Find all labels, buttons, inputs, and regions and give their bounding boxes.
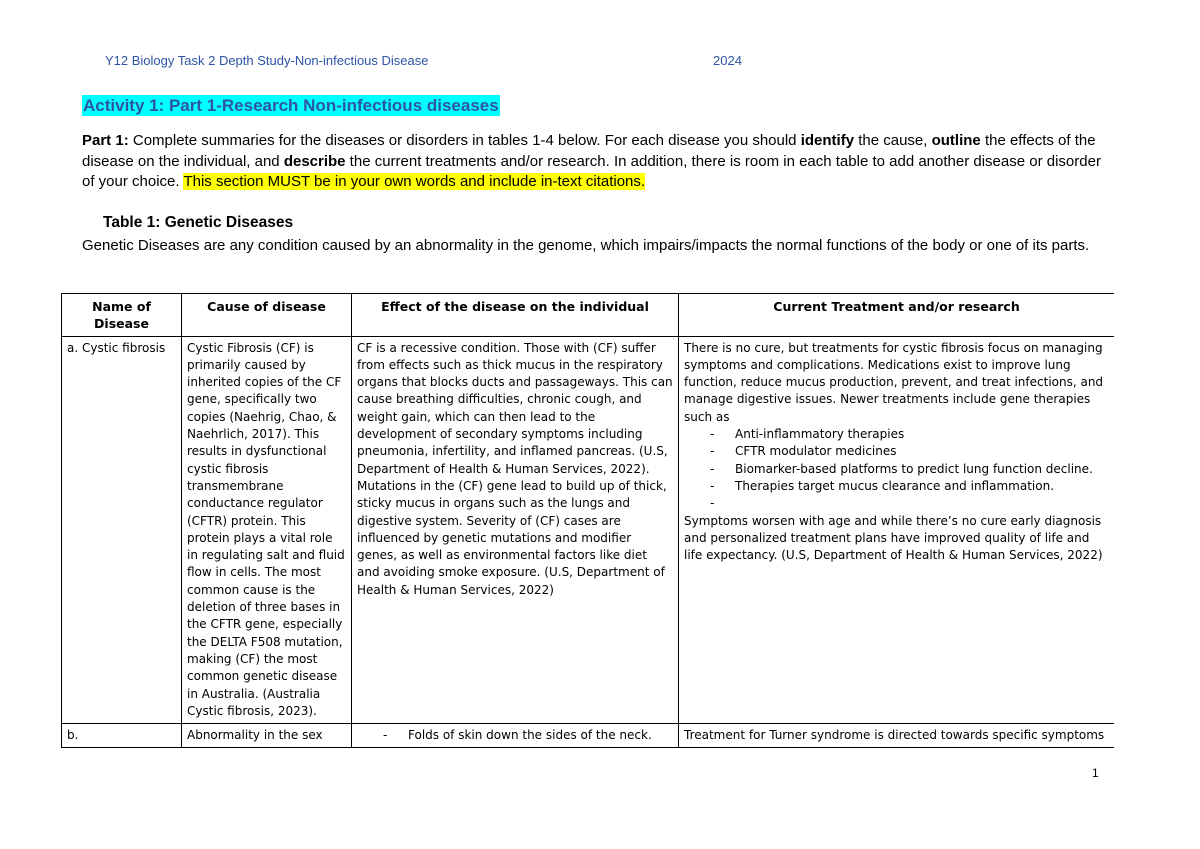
page-number: 1 bbox=[1092, 766, 1099, 780]
disease-effect-cell[interactable] bbox=[352, 724, 679, 748]
list-item bbox=[710, 495, 1109, 512]
disease-effect-cell[interactable]: CF is a recessive condition. Those with (CF) suffer from effects such as thick mucus in the respiratory organs that blocks ducts and passageways. This can cause breathing difficulties, chronic cough, and weight gain, which can then lead to the development of secondary symptoms including pneumonia, infertility, and inflamed pancreas. (U.S, Department of Health & Human Services, 2022). Mutations in the (CF) gene lead to build up of thick, sticky mucus in organs such as the lungs and digestive system. Severity of (CF) cases are influenced by genetic mutations and modifier genes, as well as environmental factors like diet and avoiding smoke exposure. (U.S, Department of Health & Human Services, 2022) bbox=[352, 336, 679, 724]
treatment-intro: There is no cure, but treatments for cystic fibrosis focus on managing symptoms and complications. Medications exist to improve lung function, reduce mucus production, prevent, and treat infections, and manage digestive issues. Newer treatments include gene therapies such as bbox=[684, 340, 1104, 424]
list-item: - Biomarker-based platforms to predict lung function decline. bbox=[710, 461, 1109, 478]
disease-treatment-cell[interactable] bbox=[679, 336, 1115, 724]
treatment-outro: Symptoms worsen with age and while there’s no cure early diagnosis and personalized treatment plans have improved quality of life and life expectancy. (U.S, Department of Health & Human Services, 2022) bbox=[684, 513, 1103, 563]
disease-treatment-cell[interactable]: Treatment for Turner syndrome is directed towards specific symptoms bbox=[679, 724, 1115, 748]
list-item: - CFTR modulator medicines bbox=[710, 443, 1109, 460]
header-name-of-disease: Name of Disease bbox=[62, 294, 182, 337]
intro-text-4: the current treatments and/or research. In addition, there is room in each table to add another disease or disorder of your choice. bbox=[82, 152, 1101, 190]
disease-name-cell[interactable]: b. bbox=[62, 724, 182, 748]
document-header-year: 2024 bbox=[713, 53, 742, 68]
table-row bbox=[62, 724, 1115, 748]
list-item: - Anti-inflammatory therapies bbox=[710, 426, 1109, 443]
treatment-list bbox=[684, 426, 1109, 512]
genetic-diseases-table-container bbox=[61, 293, 1114, 756]
genetic-diseases-description: Genetic Diseases are any condition caused by an abnormality in the genome, which impairs/impacts the normal functions of the body or one of its parts. bbox=[82, 237, 1090, 254]
document-header-title: Y12 Biology Task 2 Depth Study-Non-infectious Disease bbox=[105, 53, 429, 68]
intro-text-3: the effects of the disease on the individual, and bbox=[82, 132, 1096, 170]
disease-cause-cell[interactable]: Abnormality in the sex bbox=[182, 724, 352, 748]
intro-text-1: Complete summaries for the diseases or disorders in tables 1-4 below. For each disease you should bbox=[128, 132, 801, 149]
intro-identify: identify bbox=[800, 132, 855, 149]
table-row bbox=[62, 336, 1115, 724]
list-item: - Folds of skin down the sides of the neck. bbox=[383, 727, 673, 744]
header-effect-on-individual: Effect of the disease on the individual bbox=[352, 294, 679, 337]
activity-title: Activity 1: Part 1-Research Non-infectious diseases bbox=[83, 96, 499, 115]
list-item: - Therapies target mucus clearance and inflammation. bbox=[710, 478, 1109, 495]
header-current-treatment: Current Treatment and/or research bbox=[679, 294, 1115, 337]
intro-outline: outline bbox=[931, 132, 981, 149]
disease-cause-cell[interactable]: Cystic Fibrosis (CF) is primarily caused by inherited copies of the CF gene, specifically two copies (Naehrig, Chao, & Naehrlich, 2017). This results in dysfunctional cystic fibrosis transmembrane conductance regulator (CFTR) protein. This protein plays a vital role in regulating salt and fluid flow in cells. The most common cause is the deletion of three bases in the CFTR gene, especially the DELTA F508 mutation, making (CF) the most common genetic disease in Australia. (Australia Cystic fibrosis, 2023). bbox=[182, 336, 352, 724]
intro-highlight: This section MUST be in your own words and include in-text citations. bbox=[183, 173, 646, 190]
intro-describe: describe bbox=[283, 152, 346, 170]
table-header-row bbox=[62, 294, 1115, 337]
intro-text-2: the cause, bbox=[854, 132, 932, 149]
genetic-diseases-table bbox=[61, 293, 1114, 748]
intro-paragraph bbox=[82, 131, 1102, 193]
disease-name-cell[interactable]: a. Cystic fibrosis bbox=[62, 336, 182, 724]
header-cause-of-disease: Cause of disease bbox=[182, 294, 352, 337]
table-title: Table 1: Genetic Diseases bbox=[103, 214, 294, 231]
part-label: Part 1: bbox=[82, 132, 129, 149]
effect-list bbox=[357, 727, 673, 744]
